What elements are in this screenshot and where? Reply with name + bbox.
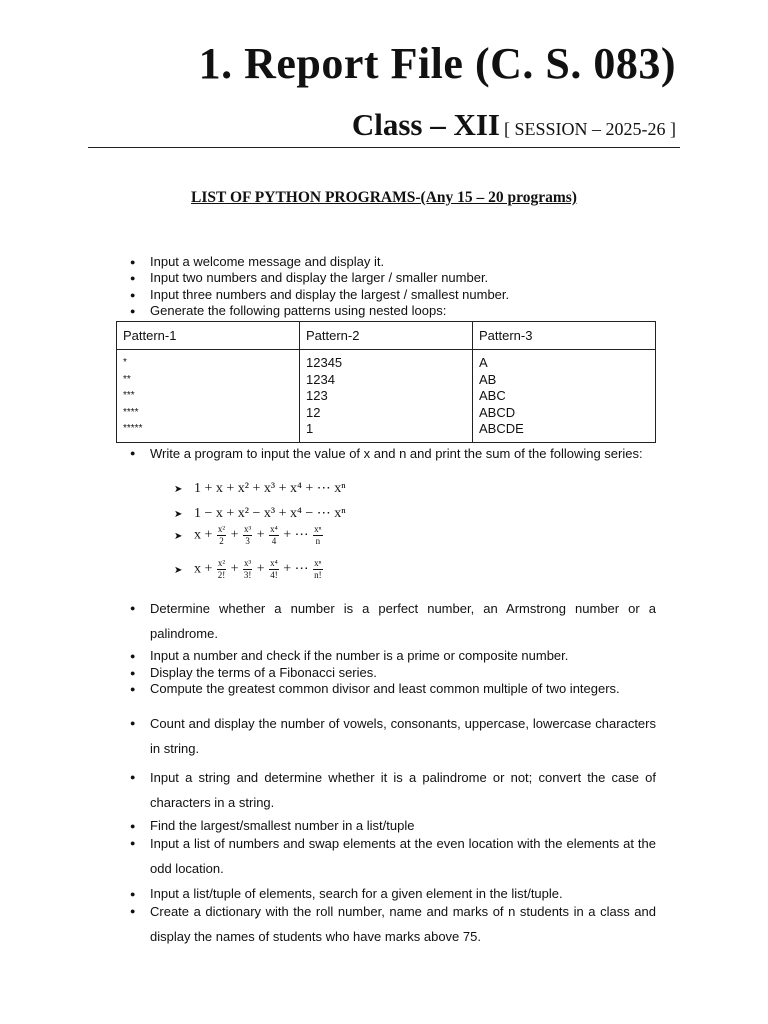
list-item: ● Input a list/tuple of elements, search for a given element in the list/tuple. xyxy=(128,886,656,903)
pattern-line: AB xyxy=(479,371,497,387)
list-item: ● Write a program to input the value of x and n and print the sum of the following series: xyxy=(128,445,656,462)
pattern-line: ABCD xyxy=(479,404,516,420)
pattern-line: ABCDE xyxy=(479,421,524,436)
pattern-line: 1 xyxy=(306,421,314,436)
pattern-line: A xyxy=(479,355,488,370)
list-item: ● Generate the following patterns using nested loops: xyxy=(128,303,668,319)
program-list-c xyxy=(128,596,656,646)
class-label: Class – XII xyxy=(351,107,500,142)
program-list-b xyxy=(128,445,656,462)
pattern-line: *** xyxy=(123,390,135,401)
fraction: $\frac{\text{x³}}{3!}$ xyxy=(243,558,252,580)
pattern-line: **** xyxy=(123,406,139,418)
pattern-line: 12345 xyxy=(306,355,343,370)
pattern-table xyxy=(116,321,656,443)
series-expression: 1 − x + x² − x³ + x⁴ − ⋯ xⁿ xyxy=(194,506,346,521)
list-item: ● Input a number and check if the number is a prime or composite number. xyxy=(128,648,656,665)
fraction: $\frac{\text{x²}}{2}$ xyxy=(217,524,226,546)
list-item: ● Input two numbers and display the larger / smaller number. xyxy=(128,270,668,286)
fraction: $\frac{\text{xⁿ}}{n}$ xyxy=(314,524,322,546)
table-cell xyxy=(473,350,656,443)
pattern-line: * xyxy=(123,357,127,368)
table-header-cell: Pattern-1 xyxy=(117,322,300,350)
pattern-line: 1234 xyxy=(306,371,335,387)
program-list-d xyxy=(128,648,656,698)
pattern-line: ***** xyxy=(123,423,143,434)
arrow-bullet-icon: ➤ xyxy=(174,484,183,495)
list-item: ● Input a string and determine whether it is a palindrome or not; convert the case of characters in a string. xyxy=(128,765,656,815)
program-list-g xyxy=(128,886,656,949)
list-item: ● Input a welcome message and display it. xyxy=(128,254,668,270)
series-1 xyxy=(174,480,346,497)
list-item: ● Input a list of numbers and swap elements at the even location with the elements at the odd location. xyxy=(128,831,656,881)
series-4: ➤ x + $\frac{\text{x²}}{2!}$ + $\frac{\text{x³}}{3!}$ + $\frac{\text{x⁴}}{4!}$ + ⋯ $\frac{\text{xⁿ}}{n!}$ xyxy=(174,558,322,580)
table-header-cell: Pattern-2 xyxy=(300,322,473,350)
program-list-e xyxy=(128,711,656,815)
series-expression: 1 + x + x² + x³ + x⁴ + ⋯ xⁿ xyxy=(194,481,346,496)
arrow-bullet-icon: ➤ xyxy=(174,509,183,520)
header-divider xyxy=(88,147,680,148)
table-header-cell: Pattern-3 xyxy=(473,322,656,350)
fraction: $\frac{\text{x⁴}}{4!}$ xyxy=(270,558,278,580)
arrow-bullet-icon: ➤ xyxy=(174,564,183,576)
list-item: ● Determine whether a number is a perfect number, an Armstrong number or a palindrome. xyxy=(128,596,656,646)
report-title: 1. Report File (C. S. 083) xyxy=(198,39,676,88)
list-heading: LIST OF PYTHON PROGRAMS-(Any 15 – 20 programs) xyxy=(191,189,577,206)
class-session-line xyxy=(352,107,676,143)
fraction: $\frac{\text{x³}}{3}$ xyxy=(244,524,252,546)
list-item: ● Create a dictionary with the roll number, name and marks of n students in a class and display the names of students who have marks above 75. xyxy=(128,899,656,949)
pattern-line: 12 xyxy=(306,404,321,420)
fraction: $\frac{\text{x²}}{2!}$ xyxy=(217,558,226,580)
pattern-line: ** xyxy=(123,373,131,385)
list-item: ● Input three numbers and display the largest / smallest number. xyxy=(128,287,668,303)
list-item: ● Display the terms of a Fibonacci series. xyxy=(128,665,656,682)
list-item: ● Compute the greatest common divisor and least common multiple of two integers. xyxy=(128,681,656,698)
fraction: $\frac{\text{x⁴}}{4}$ xyxy=(270,524,278,546)
pattern-line: ABC xyxy=(479,388,506,403)
program-list-a xyxy=(128,254,668,319)
program-list-f xyxy=(128,818,656,881)
fraction: $\frac{\text{xⁿ}}{n!}$ xyxy=(314,558,322,580)
series-2 xyxy=(174,505,346,522)
table-cell xyxy=(117,350,300,443)
session-label: [ SESSION – 2025-26 ] xyxy=(503,119,676,139)
table-cell xyxy=(300,350,473,443)
list-item: ● Count and display the number of vowels, consonants, uppercase, lowercase characters in string. xyxy=(128,711,656,761)
series-3: ➤ x + $\frac{\text{x²}}{2}$ + $\frac{\text{x³}}{3}$ + $\frac{\text{x⁴}}{4}$ + ⋯ $\frac{\text{xⁿ}}{n}$ xyxy=(174,524,322,546)
pattern-line: 123 xyxy=(306,388,328,403)
arrow-bullet-icon: ➤ xyxy=(174,530,183,542)
table-header-row xyxy=(117,322,656,350)
list-item: ● Find the largest/smallest number in a list/tuple xyxy=(128,818,656,835)
table-row xyxy=(117,350,656,443)
